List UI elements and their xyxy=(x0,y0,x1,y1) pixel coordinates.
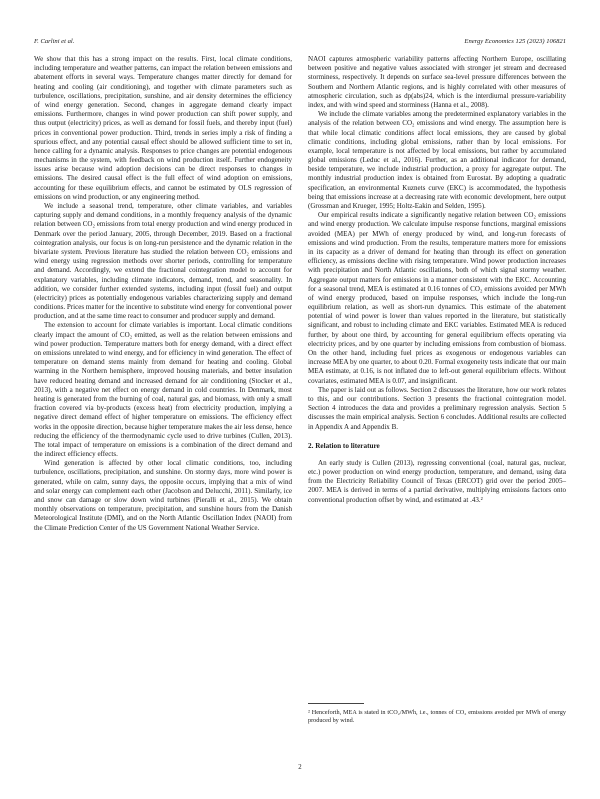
paragraph: Wind generation is affected by other local climatic conditions, too, including turbulence, oscillations, precipitation, and sunshine. On stormy days, more wind power is generated, while on calm, sunny days, the opposite occurs, implying that a mix of wind and solar energy can complement each other (Jacobson and Delucchi, 2011). Similarly, ice and snow can damage or slow down wind turbines (Pieralli et al., 2015). We obtain monthly observations on temperature, precipitation, and sunshine hours from the Danish Meteorological Institute (DMI), and on the North Atlantic Oscillation Index (NAOI) from the Climate Prediction Center of the US Government National Weather Service. xyxy=(34,459,292,532)
paragraph: We include the climate variables among the predetermined explanatory variables in the analysis of the relation between CO₂ emissions and wind energy. The assumption here is that while local climatic conditions affect local emissions, they are caused by global climatic conditions, including global emissions, rather than by local emissions. For example, local temperature is not affected by local emissions, but rather by accumulated global emissions (Leduc et al., 2016). Further, as an additional indicator for demand, beside temperature, we include industrial production, a proxy for aggregate output. The monthly industrial production index is obtained from Eurostat. By adopting a quadratic specification, an environmental Kuznets curve (EKC) is accommodated, the hypothesis being that emissions increase at a decreasing rate with economic development, here output (Grossman and Krueger, 1995; Holtz-Eakin and Selden, 1995). xyxy=(308,110,566,210)
paragraph: We show that this has a strong impact on the results. First, local climate conditions, including temperature and weather patterns, can impact the relation between emissions and abatement efforts in several ways. Temperature changes matter directly for demand for heating and cooling (air conditioning), and together with climate parameters such as turbulence, oscillations, precipitation, sunshine, and air density determines the efficiency of wind energy generation. Second, changes in aggregate demand clearly impact emissions. Furthermore, changes in wind power production can shift power supply, and thus output (electricity) prices, as well as demand for fossil fuels, and thereby input (fuel) prices in conventional power production. Third, trends in series imply a risk of finding a spurious effect, and any potential causal effect should be allowed sufficient time to set in, hence calling for a dynamic analysis. Responses to price changes are potential endogenous mechanisms in the system, with feedback on wind production itself. Further endogeneity issues arise because wind adoption decisions can be direct responses to changes in emissions. The desired causal effect is the full effect of wind adoption on emissions, accounting for these equilibrium effects, and cannot be estimated by OLS regression of emissions on wind production, or any engineering method. xyxy=(34,55,292,201)
paragraph: NAOI captures atmospheric variability patterns affecting Northern Europe, oscillating between positive and negative values associated with stronger jet stream and decreased storminess, respectively. It depends on surface sea-level pressure differences between the Southern and Northern Atlantic regions, and is highly correlated with other measures of atmospheric circulation, such as dp(abs)24, which is the interdiurnal pressure-variability index, and with wind speed and storminess (Hanna et al., 2008). xyxy=(308,55,566,109)
paragraph: An early study is Cullen (2013), regressing conventional (coal, natural gas, nuclear, etc.) power production on wind energy production, temperature, and demand, using data from the Electricity Reliability Council of Texas (ERCOT) grid over the period 2005–2007. MEA is derived in terms of a partial derivative, multiplying emissions factors onto conventional production offset by wind, and estimated at .43.² xyxy=(308,458,566,504)
section-heading: 2. Relation to literature xyxy=(308,441,380,450)
footnote-rule xyxy=(308,703,364,704)
header-journal: Energy Economics 125 (2023) 106821 xyxy=(464,38,566,45)
paragraph: The extension to account for climate variables is important. Local climatic conditions clearly impact the amount of CO₂ emitted, as well as the relation between emissions and wind power production. Temperature matters both for energy demand, with a direct effect on emissions unrelated to wind energy, and for efficiency in wind generation. The effect of temperature on demand stems mainly from demand for heating and cooling. Global warming in the Northern hemisphere, improved housing materials, and better insulation have reduced heating demand and increased demand for air conditioning (Stocker et al., 2013), with a negative net effect on energy demand in cold countries. In Denmark, most heating is generated from the burning of coal, natural gas, and biomass, with only a small fraction covered via by-products (excess heat) from electricity production, implying a negative direct demand effect of higher temperature on emissions. The efficiency effect works in the opposite direction, because higher temperature makes the air less dense, hence reducing the efficiency of the thermodynamic cycle used to drive turbines (Cullen, 2013). The total impact of temperature on emissions is a combination of the direct demand and the indirect efficiency effects. xyxy=(34,321,292,459)
right-column xyxy=(308,55,566,505)
paragraph: We include a seasonal trend, temperature, other climate variables, and variables capturing supply and demand conditions, in a monthly frequency analysis of the dynamic relation between CO₂ emissions from total energy production and wind energy produced in Denmark over the period January, 2005, through December, 2019. Based on a fractional cointegration analysis, our focus is on long-run persistence and the dynamic relation in the bivariate system. Previous literature has studied the relation between CO₂ emissions and wind energy using regression methods over shorter periods, controlling for temperature and demand. Accordingly, we extend the fractional cointegration model to account for explanatory variables, including climate indicators, demand, trend, and seasonality. In addition, we consider further extended systems, including input (fossil fuel) and output (electricity) prices as potentially endogenous variables characterizing supply and demand conditions. Prices matter for the incentive to substitute wind energy for conventional power production, and at the same time react to consumer and producer supply and demand. xyxy=(34,202,292,321)
header-author: F. Carlini et al. xyxy=(34,38,75,45)
paragraph: Our empirical results indicate a significantly negative relation between CO₂ emissions and wind energy production. We calculate impulse response functions, marginal emissions avoided (MEA) per MWh of energy produced by wind, and long-run forecasts of emissions and wind production. From the results, temperature matters more for emissions in its capacity as a driver of demand for heating than through its effect on generation efficiency, as emissions decline with rising temperature. Wind power production increases with precipitation and North Atlantic oscillations, both of which signal stormy weather. Aggregate output matters for emissions in a manner consistent with the EKC. Accounting for a seasonal trend, MEA is estimated at 0.16 tonnes of CO₂ emissions avoided per MWh of wind energy produced, based on impulse responses, which include the long-run equilibrium relation, as well as short-run dynamics. This estimate of the abatement potential of wind power is lower than values reported in the literature, but statistically significant, and robust to including climate and EKC variables. Estimated MEA is reduced further, by about one third, by accounting for general equilibrium effects operating via electricity prices, and by one quarter by including emissions from combustion of biomass. On the other hand, including fuel prices as exogenous or endogenous variables can increase MEA by one quarter, to about 0.20. Formal exogeneity tests indicate that our main MEA estimate, at 0.16, is not inflated due to left-out general equilibrium effects. Without covariates, estimated MEA is 0.07, and insignificant. xyxy=(308,211,566,385)
left-column xyxy=(34,55,292,533)
running-header xyxy=(34,38,566,50)
paragraph: The paper is laid out as follows. Section 2 discusses the literature, how our work relates to this, and our contributions. Section 3 presents the fractional cointegration model. Section 4 introduces the data and provides a preliminary regression analysis. Section 5 discusses the main empirical analysis. Section 6 concludes. Additional results are collected in Appendix A and Appendix B. xyxy=(308,385,566,431)
footnote: ² Henceforth, MEA is stated in tCO₂/MWh, i.e., tonnes of CO₂ emissions avoided per MWh of energy produced by wind. xyxy=(308,709,566,724)
page-number: 2 xyxy=(298,764,302,771)
